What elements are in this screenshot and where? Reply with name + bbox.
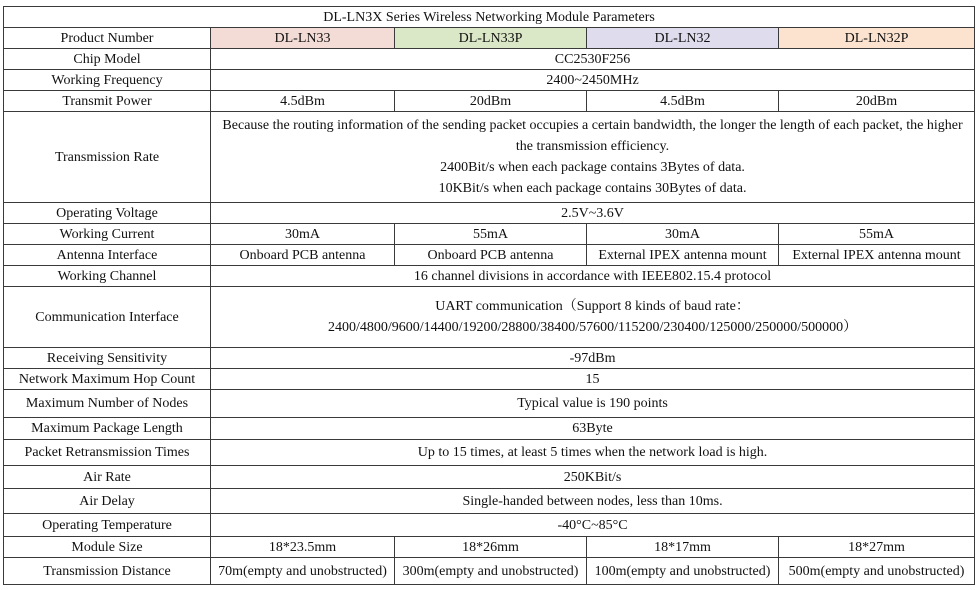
row-value: Typical value is 190 points	[211, 390, 975, 418]
rate-3bytes: 2400Bit/s when each package contains 3Bytes of data.	[440, 160, 745, 175]
parameters-table	[3, 6, 975, 585]
row-value: 250KBit/s	[211, 466, 975, 489]
row-label: Maximum Package Length	[4, 418, 211, 440]
receiving-sensitivity-row	[4, 348, 975, 369]
row-value: Single-handed between nodes, less than 10ms.	[211, 489, 975, 514]
row-label: Air Delay	[4, 489, 211, 514]
row-label: Antenna Interface	[4, 245, 211, 266]
row-value: Onboard PCB antenna	[211, 245, 395, 266]
row-value: CC2530F256	[211, 49, 975, 70]
row-value: 4.5dBm	[211, 91, 395, 112]
row-value: Onboard PCB antenna	[395, 245, 587, 266]
row-label: Working Current	[4, 224, 211, 245]
title-row	[4, 7, 975, 28]
rate-30bytes: 10KBit/s when each package contains 30Bytes of data.	[438, 181, 747, 196]
baud-rates-line: 2400/4800/9600/14400/19200/28800/38400/57600/115200/230400/125000/250000/500000）	[327, 320, 858, 335]
row-value: External IPEX antenna mount	[779, 245, 975, 266]
row-value	[211, 112, 975, 203]
row-label: Packet Retransmission Times	[4, 440, 211, 466]
transmission-distance-row	[4, 558, 975, 585]
module-size-row	[4, 537, 975, 558]
product-dl-ln33p: DL-LN33P	[395, 28, 587, 49]
row-label: Transmission Rate	[4, 112, 211, 203]
row-label: Communication Interface	[4, 287, 211, 348]
air-delay-row	[4, 489, 975, 514]
row-value: 18*27mm	[779, 537, 975, 558]
row-value: 55mA	[779, 224, 975, 245]
row-value: 500m(empty and unobstructed)	[779, 558, 975, 585]
row-label: Working Frequency	[4, 70, 211, 91]
row-label: Receiving Sensitivity	[4, 348, 211, 369]
chip-model-row	[4, 49, 975, 70]
row-label: Air Rate	[4, 466, 211, 489]
row-value: 2.5V~3.6V	[211, 203, 975, 224]
row-value: 20dBm	[779, 91, 975, 112]
row-value: -40°C~85°C	[211, 514, 975, 537]
product-number-row	[4, 28, 975, 49]
row-value: 15	[211, 369, 975, 390]
row-label: Working Channel	[4, 266, 211, 287]
row-label: Operating Voltage	[4, 203, 211, 224]
row-value	[211, 287, 975, 348]
row-value: 16 channel divisions in accordance with IEEE802.15.4 protocol	[211, 266, 975, 287]
table-title: DL-LN3X Series Wireless Networking Module Parameters	[4, 7, 975, 28]
row-value: 2400~2450MHz	[211, 70, 975, 91]
row-value: 63Byte	[211, 418, 975, 440]
packet-retransmission-times-row	[4, 440, 975, 466]
row-label: Transmit Power	[4, 91, 211, 112]
working-current-row	[4, 224, 975, 245]
row-label: Network Maximum Hop Count	[4, 369, 211, 390]
max-number-of-nodes-row	[4, 390, 975, 418]
row-value: 30mA	[587, 224, 779, 245]
row-value: 70m(empty and unobstructed)	[211, 558, 395, 585]
row-value: 20dBm	[395, 91, 587, 112]
working-frequency-row	[4, 70, 975, 91]
row-label: Transmission Distance	[4, 558, 211, 585]
row-label: Operating Temperature	[4, 514, 211, 537]
antenna-interface-row	[4, 245, 975, 266]
working-channel-row	[4, 266, 975, 287]
network-max-hop-count-row	[4, 369, 975, 390]
row-value: 55mA	[395, 224, 587, 245]
uart-line: UART communication（Support 8 kinds of baud rate：	[435, 299, 750, 314]
row-value: 18*17mm	[587, 537, 779, 558]
max-package-length-row	[4, 418, 975, 440]
transmission-rate-row	[4, 112, 975, 203]
row-value: 18*26mm	[395, 537, 587, 558]
product-dl-ln33: DL-LN33	[211, 28, 395, 49]
row-label: Chip Model	[4, 49, 211, 70]
row-value: External IPEX antenna mount	[587, 245, 779, 266]
row-value: -97dBm	[211, 348, 975, 369]
operating-voltage-row	[4, 203, 975, 224]
rate-explanation: Because the routing information of the sending packet occupies a certain bandwidth, the longer the length of each packet, the higher the transmission efficiency.	[222, 118, 963, 154]
communication-interface-row	[4, 287, 975, 348]
row-label: Maximum Number of Nodes	[4, 390, 211, 418]
air-rate-row	[4, 466, 975, 489]
row-label: Module Size	[4, 537, 211, 558]
row-label: Product Number	[4, 28, 211, 49]
product-dl-ln32: DL-LN32	[587, 28, 779, 49]
product-dl-ln32p: DL-LN32P	[779, 28, 975, 49]
row-value: 100m(empty and unobstructed)	[587, 558, 779, 585]
row-value: 30mA	[211, 224, 395, 245]
operating-temperature-row	[4, 514, 975, 537]
row-value: Up to 15 times, at least 5 times when the network load is high.	[211, 440, 975, 466]
row-value: 300m(empty and unobstructed)	[395, 558, 587, 585]
row-value: 4.5dBm	[587, 91, 779, 112]
transmit-power-row	[4, 91, 975, 112]
row-value: 18*23.5mm	[211, 537, 395, 558]
